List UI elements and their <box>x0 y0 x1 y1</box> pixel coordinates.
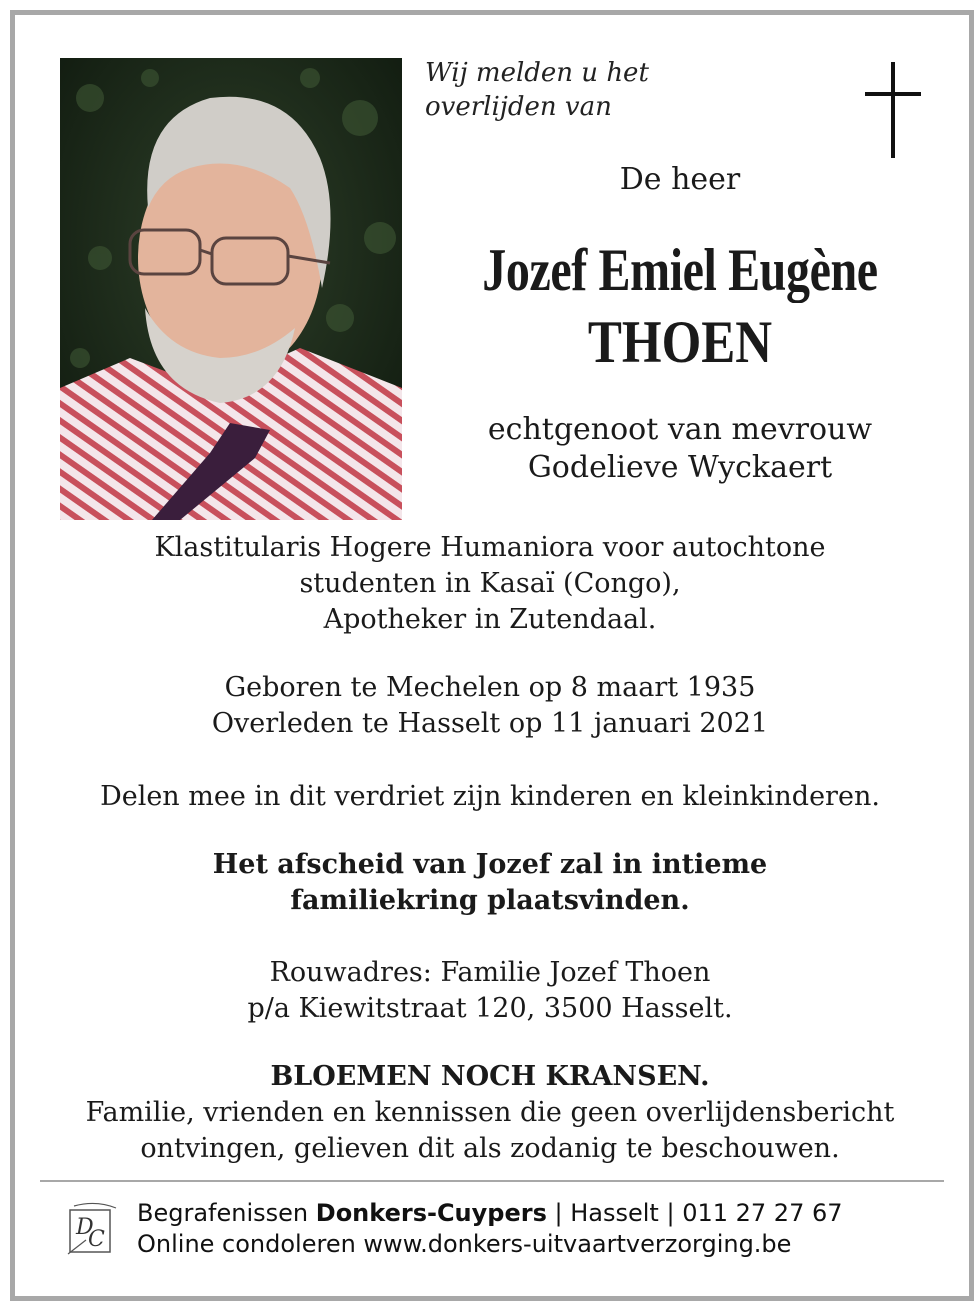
career-line: studenten in Kasaï (Congo), <box>299 568 681 599</box>
svg-text:D: D <box>76 1215 94 1240</box>
intro-line: overlijden van <box>425 92 612 122</box>
death-line: Overleden te Hasselt op 11 januari 2021 <box>211 708 769 739</box>
deceased-first-names: Jozef Emiel Eugène <box>482 237 878 303</box>
notice-text <box>40 1095 940 1167</box>
intro-text <box>425 56 755 124</box>
spouse-name: Godelieve Wyckaert <box>527 450 833 485</box>
deceased-surname: THOEN <box>587 309 773 375</box>
company-name: Donkers-Cuypers <box>315 1199 547 1227</box>
flowers-text: BLOEMEN NOCH KRANSEN. <box>270 1061 710 1092</box>
footer-prefix: Begrafenissen <box>137 1199 309 1227</box>
svg-text:C: C <box>88 1227 105 1252</box>
farewell-text <box>40 847 940 919</box>
dc-logo-icon <box>66 1200 120 1256</box>
farewell-line: Het afscheid van Jozef zal in intieme <box>212 849 768 880</box>
address-text <box>40 955 940 1027</box>
intro-line: Wij melden u het <box>425 58 649 88</box>
notice-line: Familie, vrienden en kennissen die geen overlijdensbericht <box>85 1097 895 1128</box>
portrait-photo <box>60 58 402 520</box>
dates-text <box>40 670 940 742</box>
career-text <box>40 530 940 638</box>
footer-line-1 <box>137 1199 843 1227</box>
farewell-line: familiekring plaatsvinden. <box>290 885 690 916</box>
footer-divider <box>40 1180 944 1182</box>
address-line: Rouwadres: Familie Jozef Thoen <box>269 957 711 988</box>
honorific: De heer <box>619 162 741 197</box>
footer-phone[interactable]: 011 27 27 67 <box>682 1199 843 1227</box>
birth-line: Geboren te Mechelen op 8 maart 1935 <box>224 672 756 703</box>
notice-line: ontvingen, gelieven dit als zodanig te beschouwen. <box>140 1133 840 1164</box>
footer-city: | Hasselt | <box>554 1199 675 1227</box>
cross-icon <box>865 62 921 158</box>
spouse-line: echtgenoot van mevrouw <box>487 412 873 447</box>
career-line: Klastitularis Hogere Humaniora voor autochtone <box>154 532 826 563</box>
family-text: Delen mee in dit verdriet zijn kinderen en kleinkinderen. <box>100 781 880 812</box>
footer-line-2[interactable]: Online condoleren www.donkers-uitvaartverzorging.be <box>137 1230 792 1258</box>
address-line: p/a Kiewitstraat 120, 3500 Hasselt. <box>247 993 733 1024</box>
career-line: Apotheker in Zutendaal. <box>323 604 657 635</box>
